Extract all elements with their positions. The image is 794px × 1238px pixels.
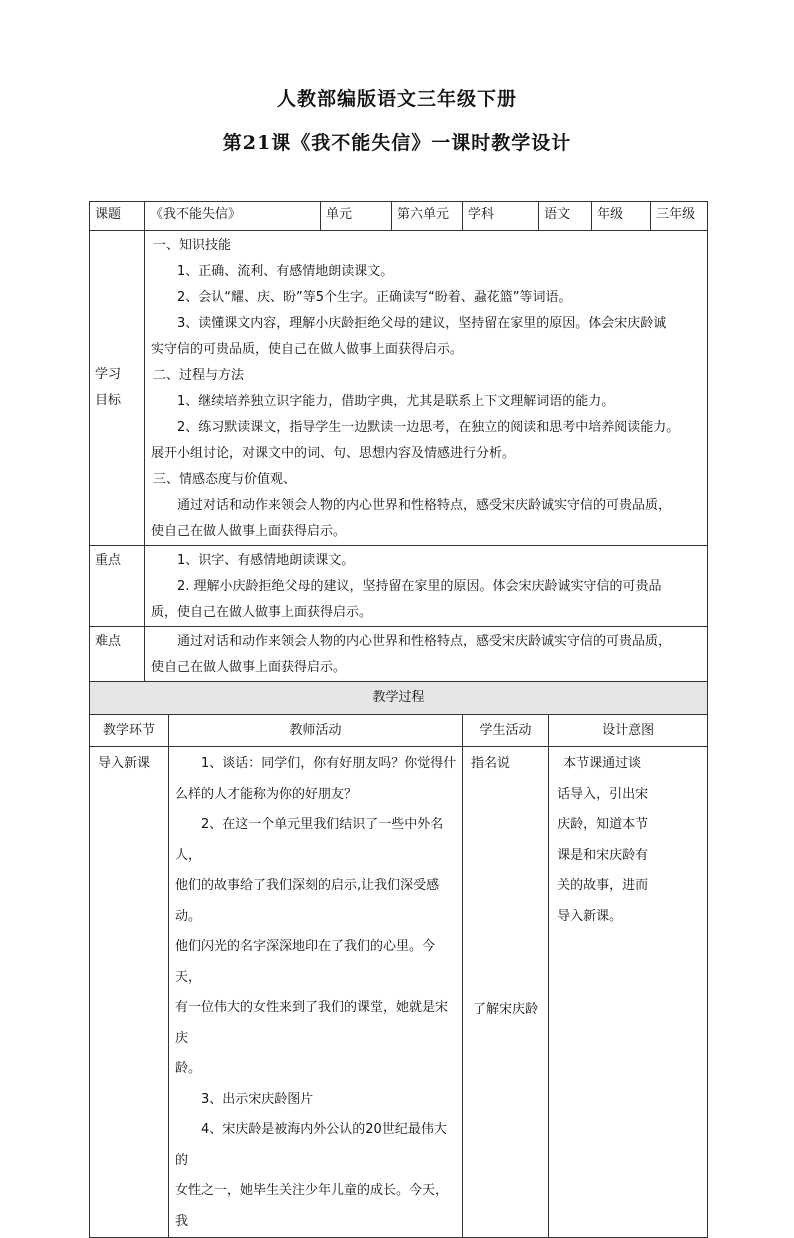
goals-line: 3、读懂课文内容，理解小庆龄拒绝父母的建议，坚持留在家里的原因。体会宋庆龄诚 — [177, 316, 667, 331]
lesson-title: 第21课《我不能失信》一课时教学设计 — [222, 132, 572, 154]
grade-header: 年级 — [592, 202, 651, 231]
design-line: 庆龄，知道本节 — [557, 817, 649, 832]
key-points-line: 质，使自己在做人做事上面获得启示。 — [151, 605, 373, 620]
unit-value: 第六单元 — [392, 202, 463, 231]
goals-section-heading: 一、知识技能 — [153, 238, 232, 253]
subject-value: 语文 — [539, 202, 592, 231]
goals-label — [90, 231, 145, 546]
teacher-line: 2、在这一个单元里我们结识了一些中外名人， — [175, 817, 444, 863]
teacher-line: 龄。 — [175, 1061, 202, 1076]
goals-line: 1、继续培养独立识字能力，借助字典，尤其是联系上下文理解词语的能力。 — [177, 394, 615, 409]
teacher-line: 女性之一，她毕生关注少年儿童的成长。今天，我 — [175, 1183, 449, 1229]
info-row — [90, 202, 708, 231]
grade-value: 三年级 — [651, 202, 708, 231]
difficulty-content — [145, 627, 708, 682]
step-header: 教学环节 — [90, 715, 169, 747]
teacher-line: 3、出示宋庆龄图片 — [201, 1091, 314, 1107]
key-points-line: 2. 理解小庆龄拒绝父母的建议，坚持留在家里的原因。体会宋庆龄诚实守信的可贵品 — [177, 579, 662, 594]
key-points-label: 重点 — [90, 546, 145, 627]
goals-content — [145, 231, 708, 546]
lesson-plan-table — [89, 201, 708, 1238]
goals-section-heading: 二、过程与方法 — [153, 368, 245, 383]
goals-line: 实守信的可贵品质，使自己在做人做事上面获得启示。 — [151, 342, 464, 357]
goals-label-line: 目标 — [95, 393, 122, 408]
key-points-content — [145, 546, 708, 627]
student-activity-header: 学生活动 — [463, 715, 549, 747]
difficulty-line: 使自己在做人做事上面获得启示。 — [151, 660, 347, 675]
difficulty-label: 难点 — [90, 627, 145, 682]
step-name: 导入新课 — [90, 747, 169, 1238]
goals-row — [90, 231, 708, 546]
design-line: 导入新课。 — [557, 908, 623, 924]
goals-line: 通过对话和动作来领会人物的内心世界和性格特点，感受宋庆龄诚实守信的可贵品质， — [177, 498, 672, 513]
subject-header: 学科 — [463, 202, 539, 231]
goals-label-line: 学习 — [95, 367, 122, 382]
goals-line: 2、会认“耀、庆、盼”等5个生字。正确读写“盼着、蝨花篮”等词语。 — [177, 290, 572, 305]
teacher-line: 4、宋庆龄是被海内外公认的20世纪最伟大的 — [175, 1122, 447, 1168]
key-points-row — [90, 546, 708, 627]
student-line: 指名说 — [471, 756, 511, 771]
topic-value: 《我不能失信》 — [145, 202, 321, 231]
teacher-activity — [169, 747, 463, 1238]
teacher-activity-header: 教师活动 — [169, 715, 463, 747]
teacher-line: 他们的故事给了我们深刻的启示,让我们深受感动。 — [175, 878, 440, 924]
design-intent — [549, 747, 708, 1238]
teacher-line: 么样的人才能称为你的好朋友？ — [175, 786, 358, 802]
difficulty-line: 通过对话和动作来领会人物的内心世界和性格特点，感受宋庆龄诚实守信的可贵品质， — [177, 634, 672, 649]
goals-line: 1、正确、流利、有感情地朗读课文。 — [177, 264, 394, 279]
goals-line: 展开小组讨论，对课文中的词、句、思想内容及情感进行分析。 — [151, 446, 516, 461]
teacher-line: 有一位伟大的女性来到了我们的课堂，她就是宋庆 — [175, 1000, 449, 1046]
process-title-row — [90, 682, 708, 715]
difficulty-row — [90, 627, 708, 682]
unit-header: 单元 — [321, 202, 392, 231]
process-row — [90, 747, 708, 1238]
topic-header: 课题 — [90, 202, 145, 231]
design-line: 关的故事，进而 — [557, 878, 649, 893]
student-line: 了解宋庆龄 — [473, 1002, 539, 1017]
goals-line: 2、练习默读课文，指导学生一边默读一边思考，在独立的阅读和思考中培养阅读能力。 — [177, 420, 680, 435]
goals-line: 使自己在做人做事上面获得启示。 — [151, 524, 347, 539]
teacher-line: 1、谈话：同学们，你有好朋友吗？你觉得什 — [201, 756, 457, 771]
design-line: 本节课通过谈 — [563, 756, 642, 771]
document-title: 人教部编版语文三年级下册 — [276, 88, 517, 110]
design-line: 话导入，引出宋 — [557, 786, 649, 802]
design-intent-header: 设计意图 — [549, 715, 708, 747]
process-header-row — [90, 715, 708, 747]
goals-section-heading: 三、情感态度与价值观、 — [153, 472, 297, 487]
process-title: 教学过程 — [90, 682, 708, 715]
key-points-line: 1、识字、有感情地朗读课文。 — [177, 553, 355, 568]
design-line: 课是和宋庆龄有 — [557, 847, 649, 863]
teacher-line: 他们闪光的名字深深地印在了我们的心里。今天， — [175, 939, 436, 985]
student-activity — [463, 747, 549, 1238]
